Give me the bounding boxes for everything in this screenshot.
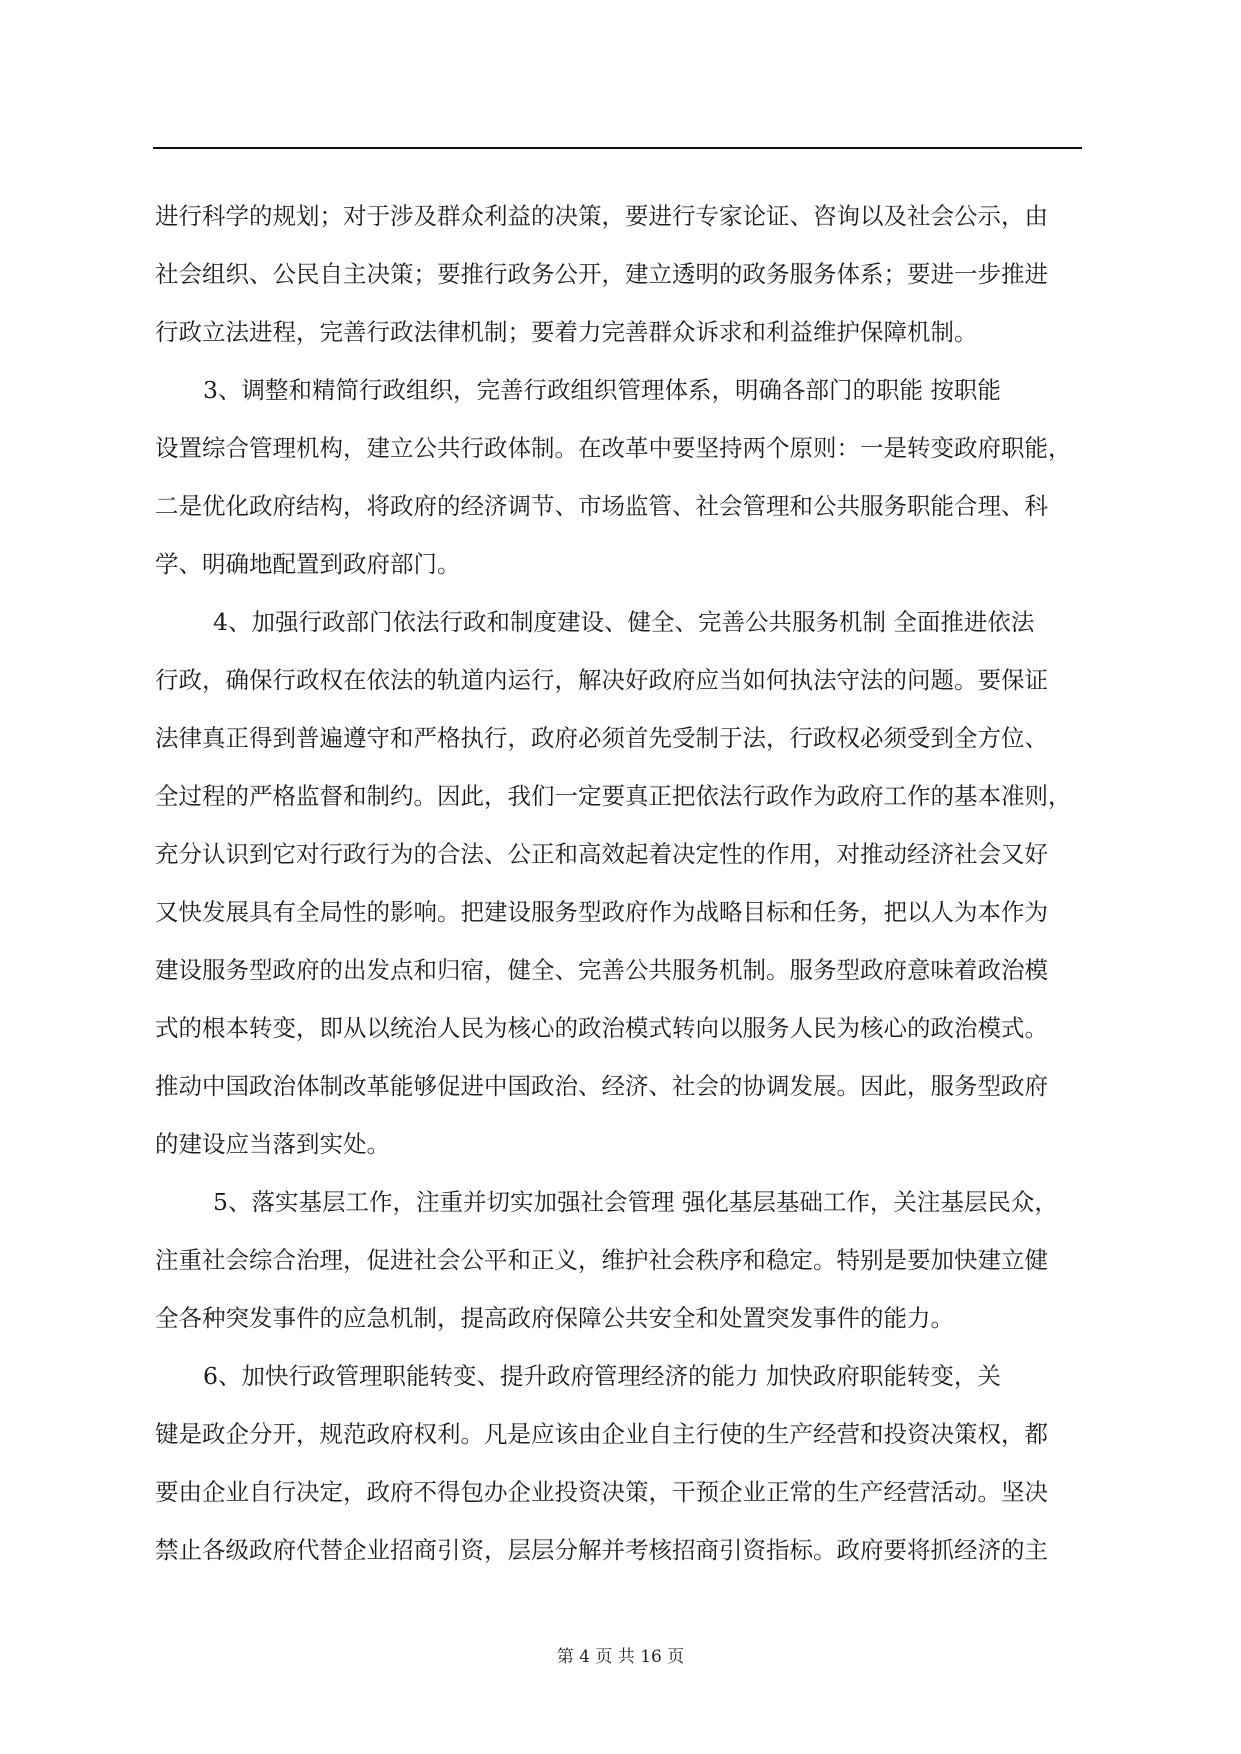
page-number: 第 4 页 共 16 页: [556, 1647, 685, 1667]
document-body: [155, 185, 1095, 1577]
text-line: 全各种突发事件的应急机制，提高政府保障公共安全和处置突发事件的能力。: [155, 1304, 954, 1332]
text-line: 键是政企分开，规范政府权利。凡是应该由企业自主行使的生产经营和投资决策权，都: [155, 1420, 1048, 1448]
text-line: 式的根本转变，即从以统治人民为核心的政治模式转向以服务人民为核心的政治模式。: [155, 1014, 1048, 1042]
text-line: 进行科学的规划；对于涉及群众利益的决策，要进行专家论证、咨询以及社会公示，由: [155, 202, 1048, 230]
text-line: 注重社会综合治理，促进社会公平和正义，维护社会秩序和稳定。特别是要加快建立健: [155, 1246, 1048, 1274]
text-line: 3、调整和精简行政组织，完善行政组织管理体系，明确各部门的职能 按职能: [203, 376, 1001, 404]
text-line: 设置综合管理机构，建立公共行政体制。在改革中要坚持两个原则：一是转变政府职能，: [155, 434, 1072, 462]
text-line: 4、加强行政部门依法行政和制度建设、健全、完善公共服务机制 全面推进依法: [213, 608, 1035, 636]
text-line: 5、落实基层工作，注重并切实加强社会管理 强化基层基础工作，关注基层民众，: [213, 1188, 1058, 1216]
text-line: 要由企业自行决定，政府不得包办企业投资决策，干预企业正常的生产经营活动。坚决: [155, 1478, 1048, 1506]
text-line: 的建设应当落到实处。: [155, 1130, 390, 1158]
text-line: 建设服务型政府的出发点和归宿，健全、完善公共服务机制。服务型政府意味着政治模: [155, 956, 1048, 984]
header-rule: [153, 147, 1082, 149]
text-line: 6、加快行政管理职能转变、提升政府管理经济的能力 加快政府职能转变，关: [203, 1362, 1001, 1390]
text-line: 推动中国政治体制改革能够促进中国政治、经济、社会的协调发展。因此，服务型政府: [155, 1072, 1048, 1100]
text-line: 又快发展具有全局性的影响。把建设服务型政府作为战略目标和任务，把以人为本作为: [155, 898, 1048, 926]
text-line: 全过程的严格监督和制约。因此，我们一定要真正把依法行政作为政府工作的基本准则，: [155, 782, 1072, 810]
text-line: 法律真正得到普遍遵守和严格执行，政府必须首先受制于法，行政权必须受到全方位、: [155, 724, 1048, 752]
text-line: 社会组织、公民自主决策；要推行政务公开，建立透明的政务服务体系；要进一步推进: [155, 260, 1048, 288]
text-line: 学、明确地配置到政府部门。: [155, 550, 461, 578]
text-line: 充分认识到它对行政行为的合法、公正和高效起着决定性的作用，对推动经济社会又好: [155, 840, 1048, 868]
text-line: 行政立法进程，完善行政法律机制；要着力完善群众诉求和利益维护保障机制。: [155, 318, 978, 346]
text-line: 禁止各级政府代替企业招商引资，层层分解并考核招商引资指标。政府要将抓经济的主: [155, 1536, 1048, 1564]
text-line: 二是优化政府结构，将政府的经济调节、市场监管、社会管理和公共服务职能合理、科: [155, 492, 1048, 520]
text-line: 行政，确保行政权在依法的轨道内运行，解决好政府应当如何执法守法的问题。要保证: [155, 666, 1048, 694]
